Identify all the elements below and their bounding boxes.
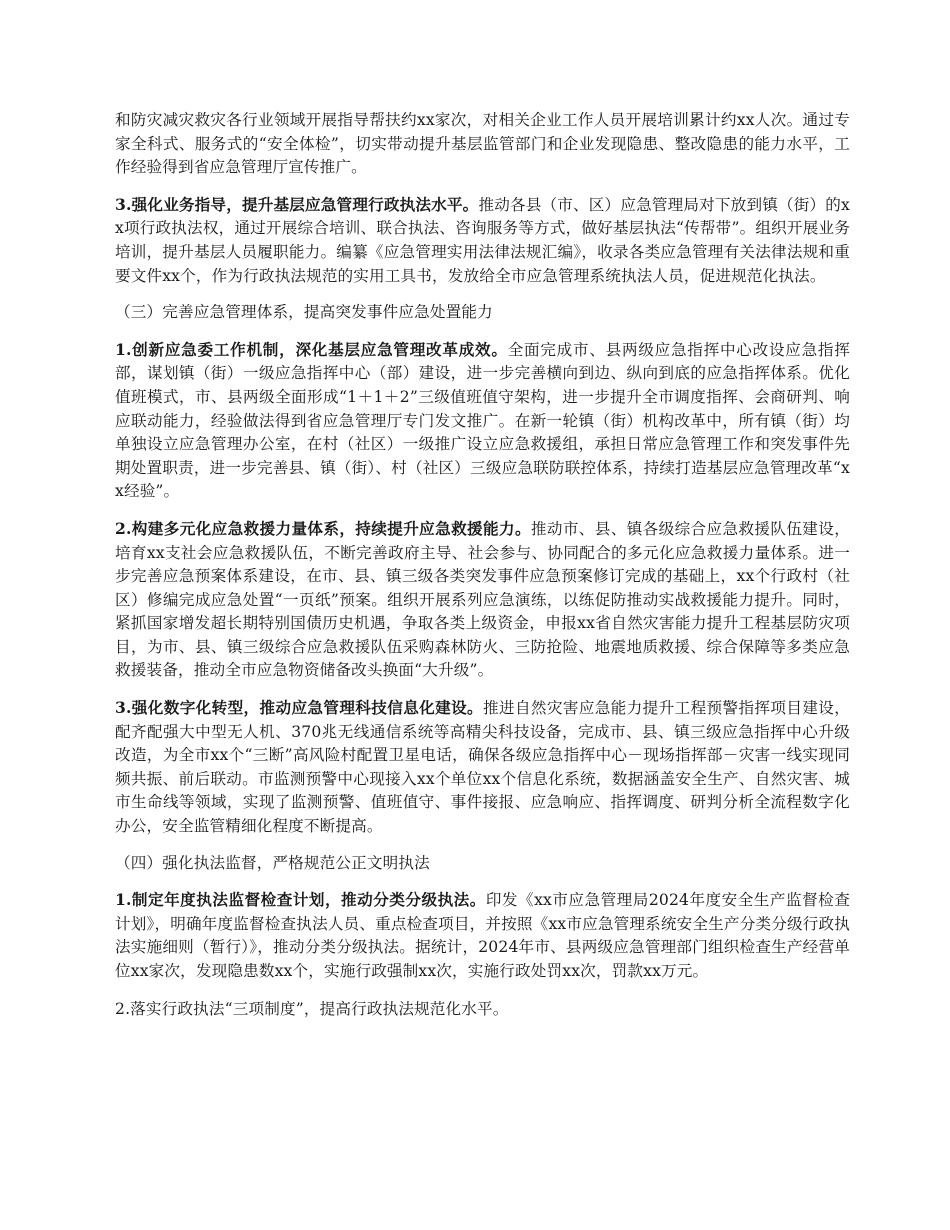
paragraph-lead: 3.强化数字化转型，推动应急管理科技信息化建设。 xyxy=(115,698,484,718)
paragraph xyxy=(115,517,850,683)
paragraph-lead: 3.强化业务指导，提升基层应急管理行政执法水平。 xyxy=(115,194,479,214)
paragraph-text: 全面完成市、县两级应急指挥中心改设应急指挥部，谋划镇（街）一级应急指挥中心（部）建设，进一步完善横向到边、纵向到底的应急指挥体系。优化值班模式，市、县两级全面形成“1＋1＋2”三级值班值守架构，进一步提升全市调度指挥、会商研判、响应联动能力，经验做法得到省应急管理厅专门发文推广。在新一轮镇（街）机构改革中，所有镇（街）均单独设立应急管理办公室，在村（社区）一级推广设立应急救援组，承担日常应急管理工作和突发事件先期处置职责，进一步完善县、镇（街）、村（社区）三级应急联防联控体系，持续打造基层应急管理改革“xx经验”。 xyxy=(115,340,850,501)
paragraph-text: 推进自然灾害应急能力提升工程预警指挥项目建设，配齐配强大中型无人机、370兆无线通信系统等高精尖科技设备，完成市、县、镇三级应急指挥中心升级改造，为全市xx个“三断”高风险村配置卫星电话，确保各级应急指挥中心－现场指挥部－灾害一线实现同频共振、前后联动。市监测预警中心现接入xx个单位xx个信息化系统，数据涵盖安全生产、自然灾害、城市生命线等领域，实现了监测预警、值班值守、事件接报、应急响应、指挥调度、研判分析全流程数字化办公，安全监管精细化程度不断提高。 xyxy=(115,699,850,836)
paragraph-text: 推动各县（市、区）应急管理局对下放到镇（街）的xx项行政执法权，通过开展综合培训、联合执法、咨询服务等方式，做好基层执法“传帮带”。组织开展业务培训，提升基层人员履职能力。编纂《应急管理实用法律法规汇编》，收录各类应急管理有关法律法规和重要文件xx个，作为行政执法规范的实用工具书，发放给全市应急管理系统执法人员，促进规范化执法。 xyxy=(115,195,850,285)
paragraph-lead: 1.创新应急委工作机制，深化基层应急管理改革成效。 xyxy=(115,339,508,359)
paragraph-text: 印发《xx市应急管理局2024年度安全生产监督检查计划》，明确年度监督检查执法人员、重点检查项目，并按照《xx市应急管理系统安全生产分类分级行政执法实施细则（暂行）》，推动分类分级执法。据统计，2024年市、县两级应急管理部门组织检查生产经营单位xx家次，发现隐患数xx个，实施行政强制xx次，实施行政处罚xx次，罚款xx万元。 xyxy=(115,891,850,980)
section-heading xyxy=(115,852,850,876)
paragraph xyxy=(115,696,850,839)
paragraph-text: 2.落实行政执法“三项制度”，提高行政执法规范化水平。 xyxy=(115,999,509,1018)
paragraph-lead: 2.构建多元化应急救援力量体系，持续提升应急救援能力。 xyxy=(115,518,531,538)
document-body xyxy=(115,108,850,1034)
section-heading xyxy=(115,301,850,325)
section-heading-text: （四）强化执法监督，严格规范公正文明执法 xyxy=(115,853,430,872)
paragraph xyxy=(115,997,850,1022)
paragraph-text: 推动市、县、镇各级综合应急救援队伍建设，培育xx支社会应急救援队伍，不断完善政府主导、社会参与、协同配合的多元化应急救援力量体系。进一步完善应急预案体系建设，在市、县、镇三级各类突发事件应急预案修订完成的基础上，xx个行政村（社区）修编完成应急处置“一页纸”预案。组织开展系列应急演练，以练促防推动实战救援能力提升。同时，紧抓国家增发超长期特别国债历史机遇，争取各类上级资金，申报xx省自然灾害能力提升工程基层防灾项目，为市、县、镇三级综合应急救援队伍采购森林防火、三防抢险、地震地质救援、综合保障等多类应急救援装备，推动全市应急物资储备改头换面“大升级”。 xyxy=(115,519,850,680)
paragraph xyxy=(115,888,850,983)
paragraph-lead: 1.制定年度执法监督检查计划，推动分类分级执法。 xyxy=(115,890,486,910)
paragraph-text: 和防灾减灾救灾各行业领域开展指导帮扶约xx家次，对相关企业工作人员开展培训累计约xx人次。通过专家全科式、服务式的“安全体检”，切实带动提升基层监管部门和企业发现隐患、整改隐患的能力水平，工作经验得到省应急管理厅宣传推广。 xyxy=(115,111,850,177)
paragraph xyxy=(115,193,850,288)
section-heading-text: （三）完善应急管理体系，提高突发事件应急处置能力 xyxy=(115,303,493,322)
paragraph xyxy=(115,338,850,504)
paragraph xyxy=(115,108,850,180)
